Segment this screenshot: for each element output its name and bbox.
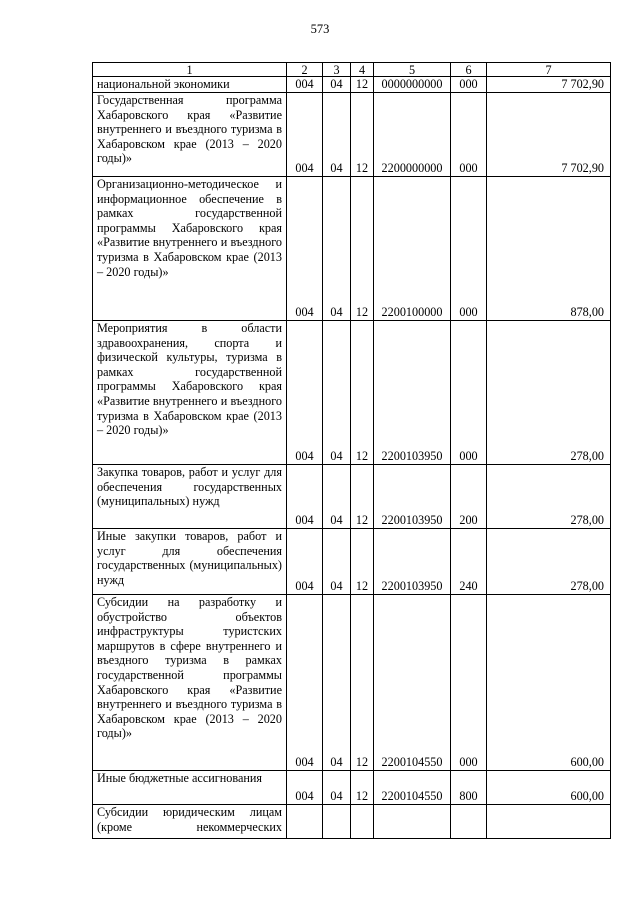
- cell-ministry: 004: [287, 465, 323, 529]
- cell-ministry: 004: [287, 321, 323, 465]
- cell-amount: 7 702,90: [487, 77, 611, 93]
- cell-expense-type: 200: [451, 465, 487, 529]
- column-header: 6: [451, 63, 487, 77]
- cell-amount: 278,00: [487, 321, 611, 465]
- cell-expense-type: 000: [451, 321, 487, 465]
- cell-target-article: 0000000000: [374, 77, 451, 93]
- row-name: Организационно-методическое и информационное обеспечение в рамках государственной программы Хабаровского края «Развитие внутреннего и въездного туризма в Хабаровском крае (2013 – 2020 годы)»: [93, 177, 287, 321]
- cell-target-article: 2200103950: [374, 529, 451, 595]
- cell-subsection: 12: [351, 77, 374, 93]
- cell-target-article: 2200104550: [374, 595, 451, 771]
- column-header: 1: [93, 63, 287, 77]
- row-name: Закупка товаров, работ и услуг для обеспечения государственных (муниципальных) нужд: [93, 465, 287, 529]
- cell-amount: [487, 805, 611, 839]
- cell-expense-type: 000: [451, 177, 487, 321]
- cell-subsection: 12: [351, 595, 374, 771]
- cell-ministry: 004: [287, 77, 323, 93]
- cell-amount: 278,00: [487, 529, 611, 595]
- cell-ministry: 004: [287, 595, 323, 771]
- cell-expense-type: [451, 805, 487, 839]
- cell-section: 04: [323, 321, 351, 465]
- row-name: Субсидии на разработку и обустройство объектов инфраструктуры туристских маршрутов в сфере внутреннего и въездного туризма в рамках государственной программы Хабаровского края «Развитие внутреннего и въездного туризма в Хабаровском крае (2013 – 2020 годы)»: [93, 595, 287, 771]
- cell-target-article: [374, 805, 451, 839]
- cell-section: 04: [323, 77, 351, 93]
- cell-amount: 278,00: [487, 465, 611, 529]
- cell-ministry: 004: [287, 177, 323, 321]
- cell-subsection: 12: [351, 771, 374, 805]
- cell-target-article: 2200100000: [374, 177, 451, 321]
- cell-section: 04: [323, 93, 351, 177]
- header-row: [93, 63, 611, 77]
- cell-amount: 7 702,90: [487, 93, 611, 177]
- page-number: 573: [310, 22, 330, 36]
- table-row: [93, 465, 611, 529]
- cell-ministry: 004: [287, 771, 323, 805]
- table-row: [93, 93, 611, 177]
- cell-expense-type: 800: [451, 771, 487, 805]
- cell-target-article: 2200104550: [374, 771, 451, 805]
- table-row: [93, 595, 611, 771]
- cell-section: 04: [323, 771, 351, 805]
- column-header: 4: [351, 63, 374, 77]
- cell-target-article: 2200103950: [374, 465, 451, 529]
- cell-section: 04: [323, 177, 351, 321]
- cell-section: 04: [323, 595, 351, 771]
- cell-target-article: 2200103950: [374, 321, 451, 465]
- cell-section: 04: [323, 529, 351, 595]
- table-row: [93, 529, 611, 595]
- cell-subsection: [351, 805, 374, 839]
- table-row: [93, 771, 611, 805]
- cell-section: [323, 805, 351, 839]
- cell-subsection: 12: [351, 177, 374, 321]
- budget-table: [92, 62, 611, 839]
- table-row: [93, 321, 611, 465]
- row-name: Государственная программа Хабаровского края «Развитие внутреннего и въездного туризма в Хабаровском крае (2013 – 2020 годы)»: [93, 93, 287, 177]
- table-row: [93, 805, 611, 839]
- column-header: 3: [323, 63, 351, 77]
- row-name: национальной экономики: [93, 77, 287, 93]
- cell-amount: 878,00: [487, 177, 611, 321]
- cell-expense-type: 240: [451, 529, 487, 595]
- cell-expense-type: 000: [451, 93, 487, 177]
- column-header: 5: [374, 63, 451, 77]
- cell-expense-type: 000: [451, 595, 487, 771]
- cell-subsection: 12: [351, 529, 374, 595]
- cell-ministry: [287, 805, 323, 839]
- cell-subsection: 12: [351, 93, 374, 177]
- cell-target-article: 2200000000: [374, 93, 451, 177]
- row-name: Субсидии юридическим лицам (кроме некоммерческих: [93, 805, 287, 839]
- column-header: 7: [487, 63, 611, 77]
- row-name: Иные бюджетные ассигнования: [93, 771, 287, 805]
- cell-amount: 600,00: [487, 771, 611, 805]
- table-row: [93, 177, 611, 321]
- cell-ministry: 004: [287, 529, 323, 595]
- cell-ministry: 004: [287, 93, 323, 177]
- cell-subsection: 12: [351, 321, 374, 465]
- table-row: [93, 77, 611, 93]
- row-name: Мероприятия в области здравоохранения, спорта и физической культуры, туризма в рамках государственной программы Хабаровского края «Развитие внутреннего и въездного туризма в Хабаровском крае (2013 – 2020 годы)»: [93, 321, 287, 465]
- cell-section: 04: [323, 465, 351, 529]
- row-name: Иные закупки товаров, работ и услуг для обеспечения государственных (муниципальных) нужд: [93, 529, 287, 595]
- cell-amount: 600,00: [487, 595, 611, 771]
- cell-expense-type: 000: [451, 77, 487, 93]
- column-header: 2: [287, 63, 323, 77]
- table-body: [93, 63, 611, 839]
- cell-subsection: 12: [351, 465, 374, 529]
